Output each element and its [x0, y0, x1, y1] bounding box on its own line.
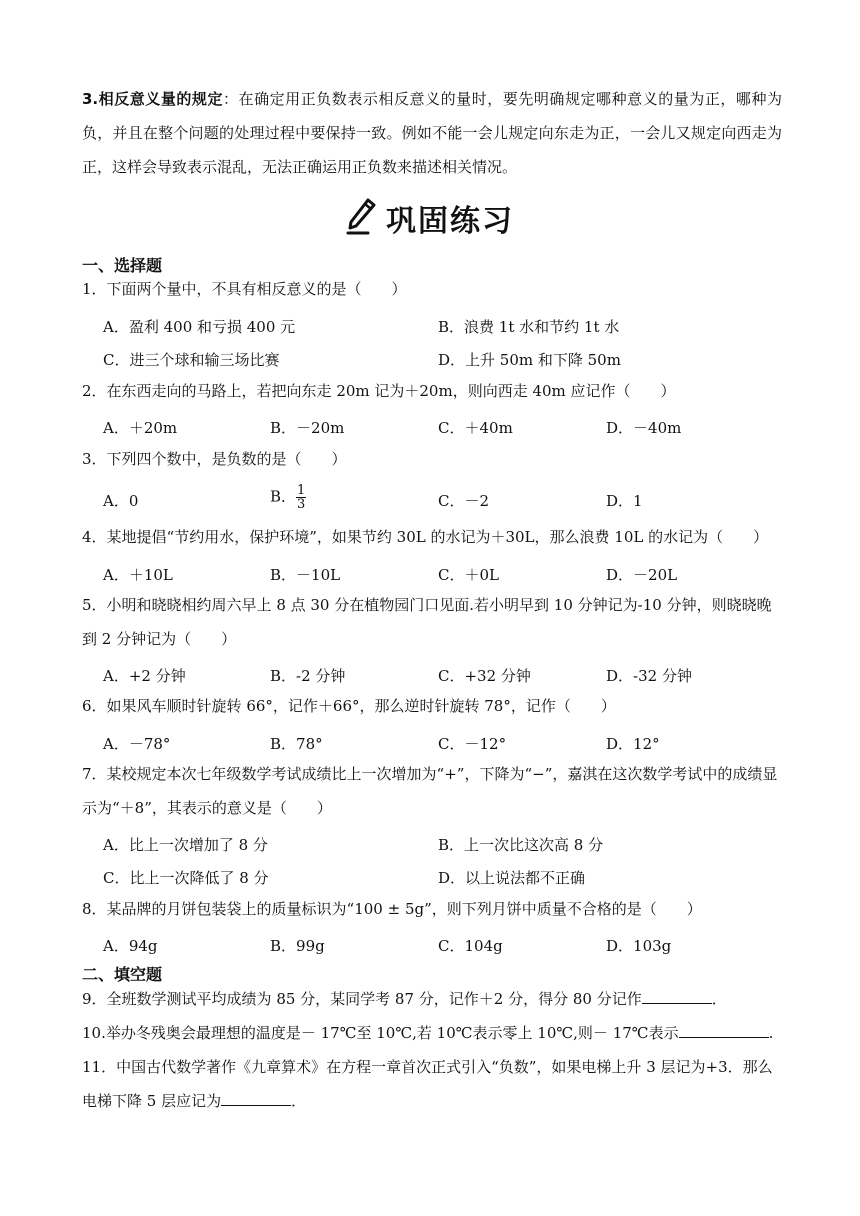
question-10-end: . — [768, 1024, 774, 1042]
question-9-stem: 9．全班数学测试平均成绩为 85 分，某同学考 87 分，记作＋2 分，得分 80 分记作 — [82, 990, 642, 1008]
answer-blank[interactable] — [679, 1037, 769, 1038]
question-4-option-b: B．－10L — [270, 566, 341, 584]
section-fill-heading: 二、填空题 — [82, 965, 163, 984]
question-3-option-a: A．0 — [103, 492, 139, 510]
question-6-option-b: B．78° — [270, 735, 323, 753]
question-8-option-b: B．99g — [270, 937, 325, 955]
section-choice-heading: 一、选择题 — [82, 256, 163, 275]
question-1-option-b: B．浪费 1t 水和节约 1t 水 — [438, 318, 620, 336]
question-7-option-d: D．以上说法都不正确 — [438, 869, 586, 887]
question-3-option-b-prefix: B． — [270, 487, 297, 506]
question-4-option-d: D．－20L — [606, 566, 678, 584]
question-4-option-a: A．＋10L — [103, 566, 173, 584]
question-8-option-c: C．104g — [438, 937, 503, 955]
question-10-stem: 10.举办冬残奥会最理想的温度是－ 17℃至 10℃,若 10℃表示零上 10℃,则－ 17℃表示 — [82, 1024, 679, 1042]
question-7-option-b: B．上一次比这次高 8 分 — [438, 836, 604, 854]
pencil-icon — [346, 196, 380, 240]
question-3-option-b — [270, 484, 306, 511]
question-4-stem: 4．某地提倡“节约用水，保护环境”，如果节约 30L 的水记为＋30L，那么浪费 10L 的水记为（ ） — [82, 528, 769, 546]
question-9-end: ． — [711, 990, 727, 1008]
question-5-option-c: C．+32 分钟 — [438, 667, 531, 685]
question-6-option-d: D．12° — [606, 735, 660, 753]
banner-title: 巩固练习 — [386, 204, 514, 239]
question-1-option-a: A．盈利 400 和亏损 400 元 — [103, 318, 296, 336]
question-8-option-a: A．94g — [103, 937, 158, 955]
question-11-stem: 11．中国古代数学著作《九章算术》在方程一章首次正式引入“负数”，如果电梯上升 3 层记为+3．那么电梯下降 5 层应记为 — [82, 1058, 773, 1110]
question-3-option-d: D．1 — [606, 492, 643, 510]
question-3-option-c: C．－2 — [438, 492, 490, 510]
question-10 — [82, 1016, 782, 1050]
question-4-option-c: C．＋0L — [438, 566, 499, 584]
question-3-stem: 3．下列四个数中，是负数的是（ ） — [82, 450, 347, 468]
question-11-end: ． — [291, 1092, 307, 1110]
question-7-option-c: C．比上一次降低了 8 分 — [103, 869, 269, 887]
question-2-option-b: B．－20m — [270, 419, 345, 437]
question-2-option-a: A．＋20m — [103, 419, 178, 437]
intro-text: ：在确定用正负数表示相反意义的量时，要先明确规定哪种意义的量为正，哪种为负，并且在整个问题的处理过程中要保持一致。例如不能一会儿规定向东走为正，一会儿又规定向西走为正，这样会导致表示混乱，无法正确运用正负数来描述相关情况。 — [82, 90, 782, 176]
question-7-stem: 7．某校规定本次七年级数学考试成绩比上一次增加为“+”，下降为“−”，嘉淇在这次数学考试中的成绩显示为“＋8”，其表示的意义是（ ） — [82, 765, 778, 817]
fraction — [296, 484, 306, 511]
question-7-option-a: A．比上一次增加了 8 分 — [103, 836, 268, 854]
question-2-option-c: C．＋40m — [438, 419, 513, 437]
question-2-option-d: D．－40m — [606, 419, 682, 437]
answer-blank[interactable] — [642, 1003, 712, 1004]
question-1-option-d: D．上升 50m 和下降 50m — [438, 351, 621, 369]
question-1-stem: 1．下面两个量中，不具有相反意义的是（ ） — [82, 280, 407, 298]
question-5-option-a: A．+2 分钟 — [103, 667, 186, 685]
question-8-stem: 8．某品牌的月饼包装袋上的质量标识为“100 ± 5g”，则下列月饼中质量不合格的是（ ） — [82, 900, 702, 918]
fraction-denominator: 3 — [297, 497, 306, 512]
question-6-stem: 6．如果风车顺时针旋转 66°，记作＋66°，那么逆时针旋转 78°，记作（ ） — [82, 697, 616, 715]
practice-banner — [0, 196, 860, 240]
answer-blank[interactable] — [221, 1105, 291, 1106]
question-2-stem: 2．在东西走向的马路上，若把向东走 20m 记为＋20m，则向西走 40m 应记作（ ） — [82, 382, 676, 400]
question-5-option-b: B．-2 分钟 — [270, 667, 346, 685]
question-5-option-d: D．-32 分钟 — [606, 667, 692, 685]
question-8-option-d: D．103g — [606, 937, 672, 955]
intro-paragraph — [82, 82, 782, 184]
fraction-numerator: 1 — [297, 483, 306, 498]
question-5-stem: 5．小明和晓晓相约周六早上 8 点 30 分在植物园门口见面.若小明早到 10 分钟记为-10 分钟，则晓晓晚到 2 分钟记为（ ） — [82, 596, 772, 648]
question-6-option-a: A．－78° — [103, 735, 171, 753]
intro-label: 3.相反意义量的规定 — [82, 90, 224, 108]
question-9 — [82, 982, 782, 1016]
question-6-option-c: C．－12° — [438, 735, 507, 753]
question-11 — [82, 1050, 782, 1118]
question-1-option-c: C．进三个球和输三场比赛 — [103, 351, 280, 369]
